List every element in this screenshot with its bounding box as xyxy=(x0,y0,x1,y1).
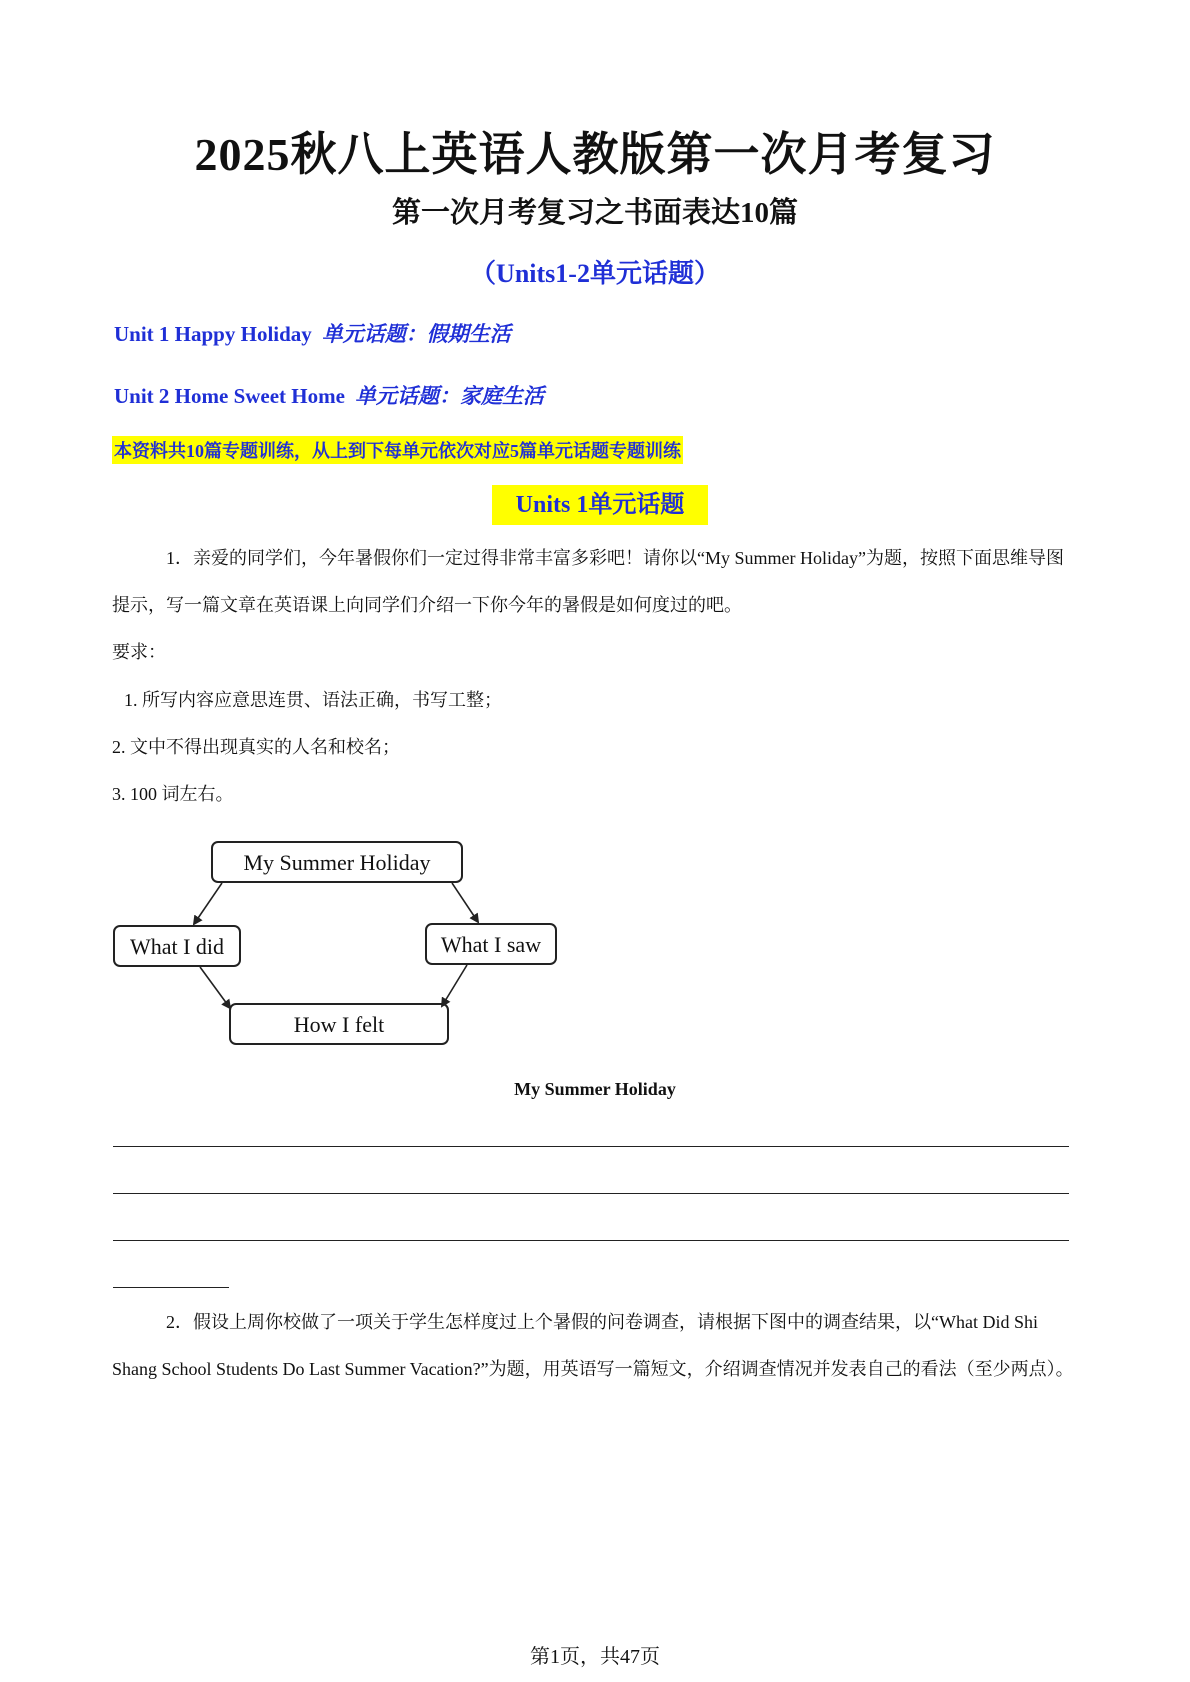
requirement-1: 1. 所写内容应意思连贯、语法正确，书写工整； xyxy=(124,690,502,710)
page-footer: 第1页，共47页 xyxy=(530,1646,660,1668)
unit-1-topic: 单元话题：假期生活 xyxy=(321,322,511,346)
requirement-3: 3. 100 词左右。 xyxy=(112,784,234,804)
mind-map xyxy=(112,838,562,1052)
unit-1-line xyxy=(114,318,511,348)
arrow-center-to-right xyxy=(452,883,478,922)
mind-map-bottom-node xyxy=(230,1004,448,1044)
arrow-left-to-bottom xyxy=(200,967,230,1008)
unit-2-line xyxy=(114,380,544,410)
unit-1-name: Unit 1 Happy Holiday xyxy=(114,322,312,346)
mind-map-center-node xyxy=(212,842,462,882)
mind-map-left-label: What I did xyxy=(129,934,225,959)
question-1-text xyxy=(112,535,1080,629)
requirement-2: 2. 文中不得出现真实的人名和校名； xyxy=(112,737,400,757)
document-subtitle: 第一次月考复习之书面表达10篇 xyxy=(391,197,798,229)
mind-map-right-node xyxy=(426,924,556,964)
answer-line-short xyxy=(113,1287,229,1288)
question-2-text xyxy=(112,1299,1080,1393)
requirements-label: 要求： xyxy=(112,642,166,662)
arrow-center-to-left xyxy=(194,883,222,924)
answer-line xyxy=(113,1193,1069,1194)
question-1-prompt: 1．亲爱的同学们，今年暑假你们一定过得非常丰富多彩吧！请你以“My Summer Holiday”为题，按照下面思维导图提示，写一篇文章在英语课上向同学们介绍一下你今年的暑假是如何度过的吧。 xyxy=(112,548,1064,615)
mind-map-center-label: My Summer Holiday xyxy=(243,850,431,875)
answer-line xyxy=(113,1240,1069,1241)
question-2-prompt: 2．假设上周你校做了一项关于学生怎样度过上个暑假的问卷调查，请根据下图中的调查结果，以“What Did Shi Shang School Students Do Last Summer Vacation?”为题，用英语写一篇短文，介绍调查情况并发表自己的看法（至少两点）。 xyxy=(112,1312,1074,1379)
essay-title: My Summer Holiday xyxy=(514,1079,676,1099)
mind-map-right-label: What I saw xyxy=(440,932,542,957)
mind-map-left-node xyxy=(114,926,240,966)
mind-map-bottom-label: How I felt xyxy=(293,1012,385,1037)
arrow-right-to-bottom xyxy=(442,965,467,1006)
mind-map-diagram xyxy=(112,838,562,1048)
document-title: 2025秋八上英语人教版第一次月考复习 xyxy=(194,129,996,180)
notice-banner: 本资料共10篇专题训练，从上到下每单元依次对应5篇单元话题专题训练 xyxy=(112,436,683,464)
unit-2-topic: 单元话题：家庭生活 xyxy=(354,384,544,408)
section-heading: Units 1单元话题 xyxy=(492,485,708,525)
units-range: （Units1-2单元话题） xyxy=(470,259,720,288)
unit-2-name: Unit 2 Home Sweet Home xyxy=(114,384,345,408)
answer-line xyxy=(113,1146,1069,1147)
